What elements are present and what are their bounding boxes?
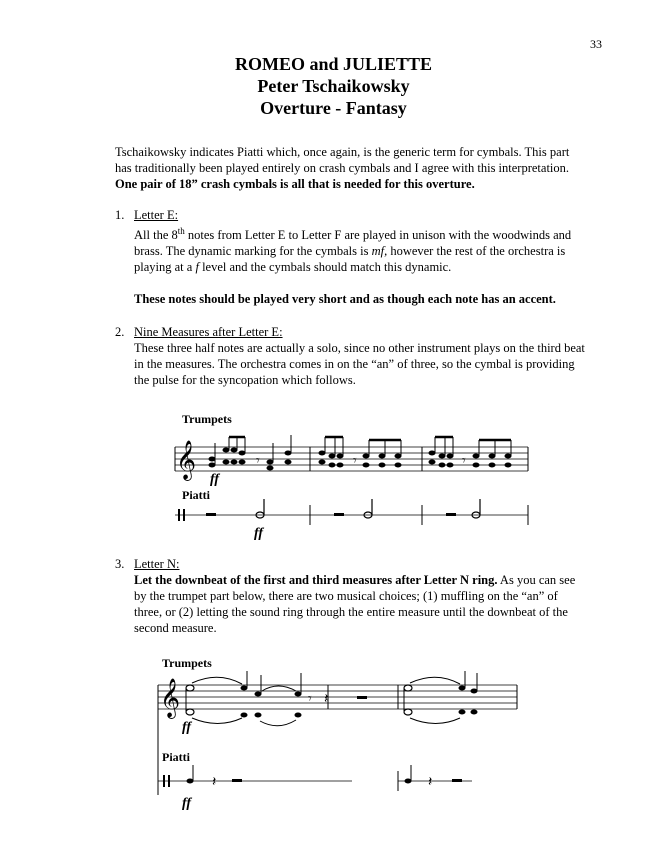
half-rest-icon-5	[232, 779, 242, 782]
title-line-3: Overture - Fantasy	[260, 98, 407, 118]
dynamic-ff-piatti-2: ff	[182, 796, 192, 811]
item-1-heading: Letter E:	[134, 208, 179, 222]
item-2-text: These three half notes are actually a solo, since no other instrument plays on the third beat in the measures. The orchestra comes in on the “an” of three, so the cymbal is providing the pulse for the syncopation which follows.	[134, 341, 585, 387]
treble-clef-icon-2: 𝄞	[160, 680, 181, 717]
quarter-rest-icon-2: 𝄽	[212, 775, 217, 790]
item-3-number: 3.	[115, 557, 125, 571]
half-rest-icon-3	[446, 513, 456, 516]
treble-clef-icon-1: 𝄞	[176, 442, 197, 479]
item-3-text: Let the downbeat of the first and third measures after Letter N ring. As you can see by the trumpet part below, there are two musical choices; (1) muffling on the “an” of three, or (2) letting the sound ring through the entire measure until the downbeat of the second measure.	[134, 573, 576, 635]
item-3-heading: Letter N:	[134, 557, 180, 571]
eighth-rest-icon-3: 𝄾	[462, 454, 466, 469]
page-number: 33	[590, 37, 602, 51]
trumpet-notes-2	[241, 686, 478, 718]
trumpets-label-2: Trumpets	[162, 656, 212, 670]
quarter-rest-icon-3: 𝄽	[428, 775, 433, 790]
item-2	[134, 324, 589, 388]
dynamic-ff-trumpets-2: ff	[182, 720, 192, 735]
dynamic-ff-piatti-1: ff	[254, 526, 264, 541]
item-1	[134, 207, 589, 307]
item-1-bold-note: These notes should be played very short and as though each note has an accent.	[134, 292, 556, 307]
item-2-number: 2.	[115, 325, 125, 339]
dynamic-ff-trumpets-1: ff	[210, 472, 220, 487]
title-line-2: Peter Tschaikowsky	[257, 76, 410, 96]
item-3	[134, 556, 589, 636]
half-rest-icon-6	[452, 779, 462, 782]
item-1-text: All the 8th notes from Letter E to Letter F are played in unison with the woodwinds and brass. The dynamic marking for the cymbals is mf, however the rest of the orchestra is playing at a f level and the cymbals should match this dynamic.	[134, 226, 572, 275]
intro-paragraph	[115, 144, 585, 192]
eighth-rest-icon-1: 𝄾	[256, 454, 260, 469]
piatti-label-1: Piatti	[182, 488, 210, 502]
piatti-label-2: Piatti	[162, 750, 190, 764]
title-line-1: ROMEO and JULIETTE	[234, 54, 433, 74]
half-rest-icon-2	[334, 513, 344, 516]
half-rest-icon-4	[357, 696, 367, 699]
intro-bold: One pair of 18” crash cymbals is all that is needed for this overture.	[115, 177, 475, 191]
eighth-rest-icon-2: 𝄾	[353, 454, 357, 469]
item-2-heading: Nine Measures after Letter E:	[134, 325, 283, 339]
half-rest-icon-1	[206, 513, 216, 516]
music-example-2	[152, 655, 532, 815]
trumpet-half-notes-2	[186, 685, 412, 715]
music-example-1	[170, 405, 540, 545]
trumpets-label-1: Trumpets	[182, 412, 232, 426]
eighth-rest-icon-4: 𝄾	[308, 692, 312, 707]
intro-text: Tschaikowsky indicates Piatti which, once again, is the generic term for cymbals. This part has traditionally been played entirely on crash cymbals and I agree with this interpretation.	[115, 145, 570, 175]
item-1-number: 1.	[115, 208, 125, 222]
quarter-rest-icon-1: 𝄽	[324, 692, 329, 707]
beams-1	[229, 437, 511, 440]
